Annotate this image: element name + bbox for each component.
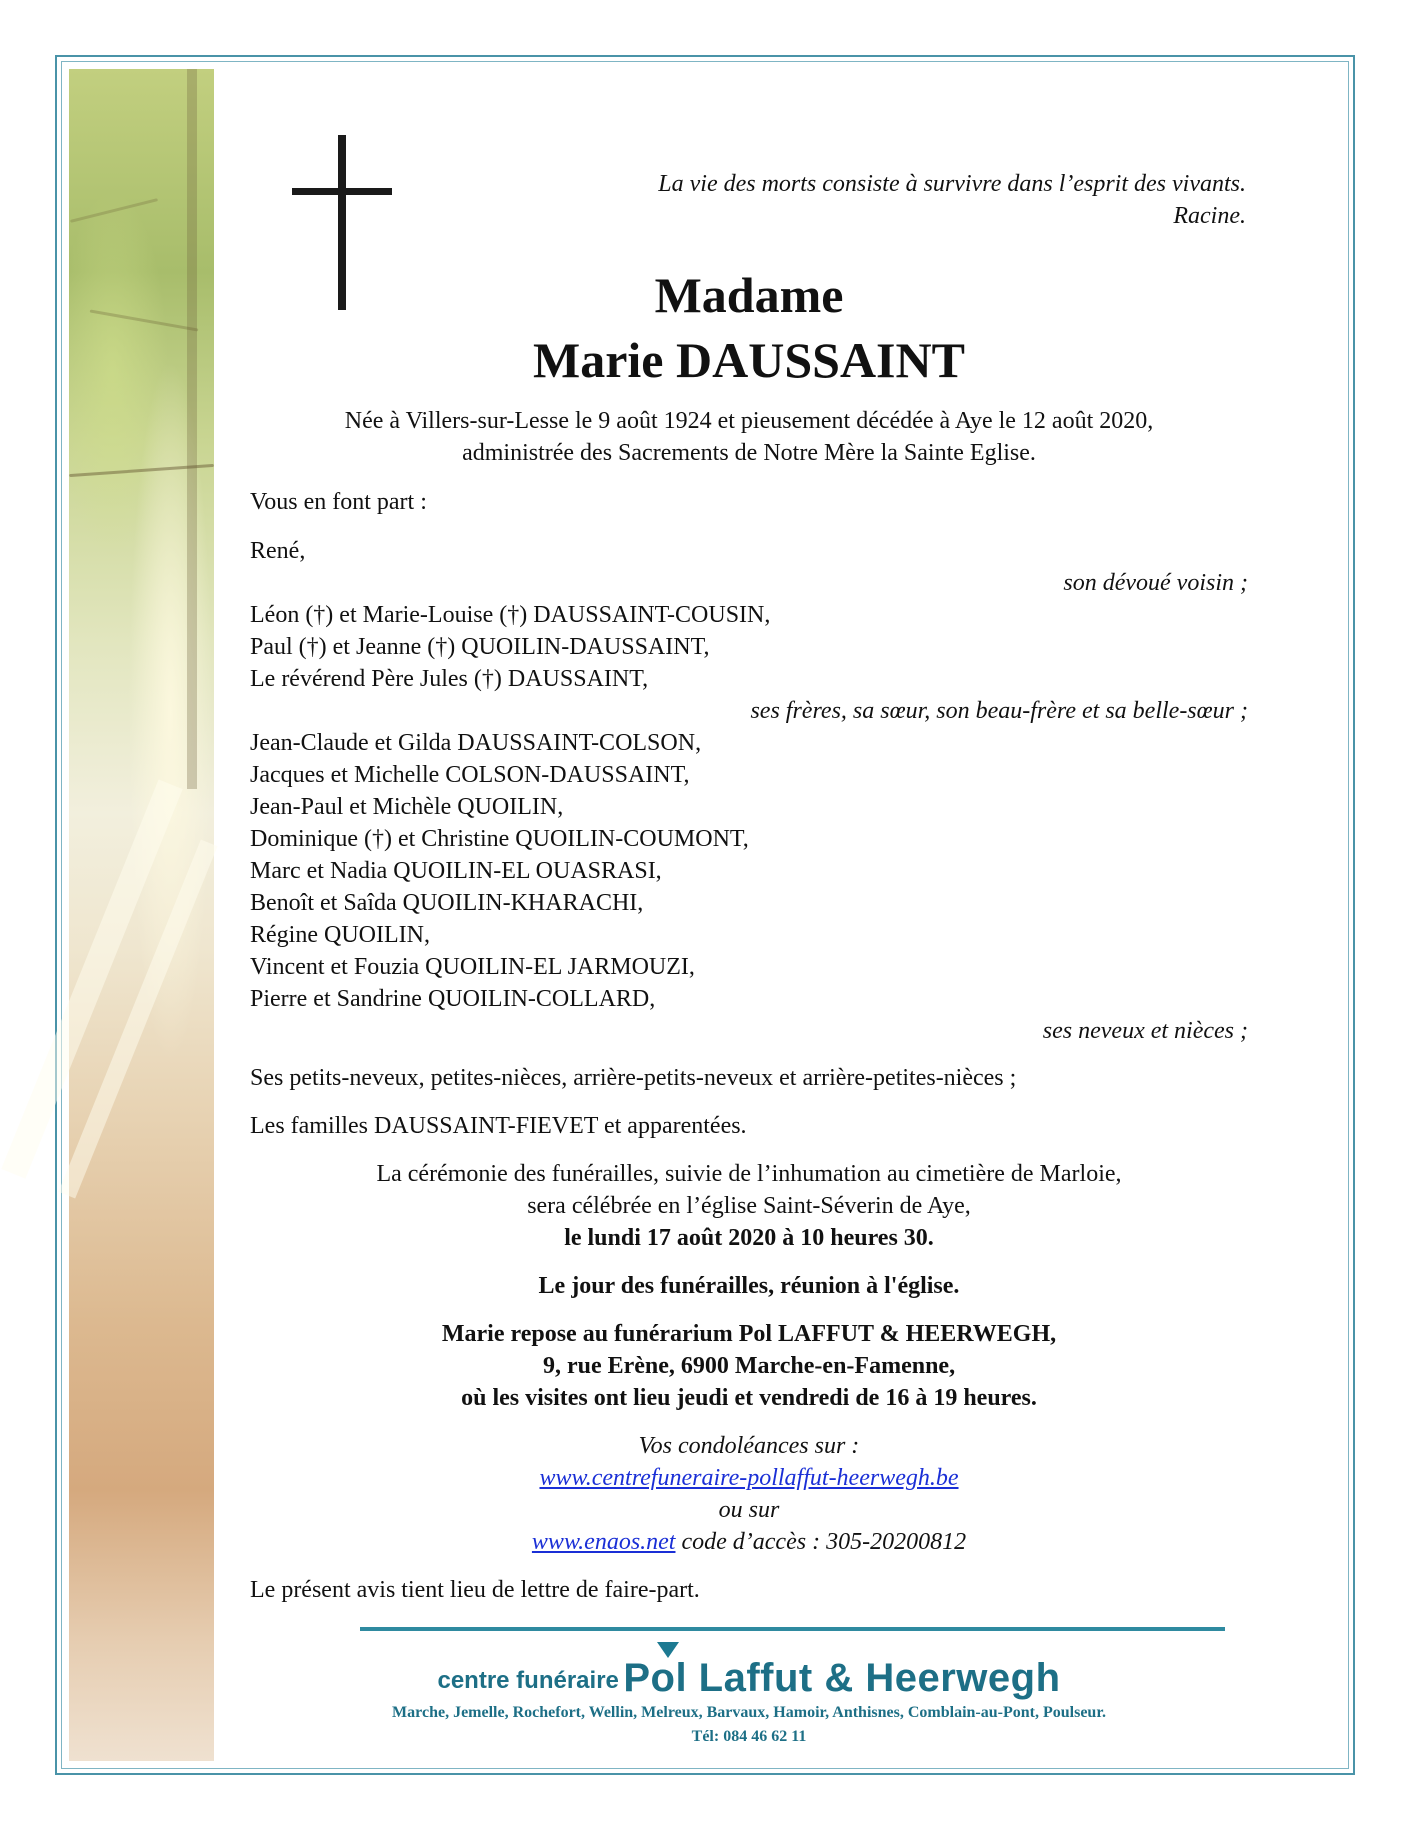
list-item: Vincent et Fouzia QUOILIN-EL JARMOUZI,	[250, 954, 695, 980]
footer-divider	[360, 1627, 1225, 1631]
logo-small-text: centre funéraire	[437, 1667, 619, 1694]
branch-shape	[70, 198, 158, 223]
list-item: Jean-Claude et Gilda DAUSSAINT-COLSON,	[250, 730, 702, 756]
access-code: code d’accès : 305-20200812	[675, 1529, 967, 1555]
neighbor-role: son dévoué voisin ;	[1063, 570, 1248, 596]
families-text: Les familles DAUSSAINT-FIEVET et apparentées.	[250, 1113, 747, 1139]
forest-path-photo	[69, 69, 214, 1761]
condolences-link2-row	[254, 1526, 1244, 1558]
repose-address: 9, rue Erène, 6900 Marche-en-Famenne,	[542, 1353, 956, 1379]
epigraph-quote: La vie des morts consiste à survivre dans l’esprit des vivants.	[658, 171, 1246, 197]
ceremony-line1: La cérémonie des funérailles, suivie de l’inhumation au cimetière de Marloie,	[376, 1161, 1122, 1187]
list-item: Régine QUOILIN,	[250, 922, 430, 948]
tree-trunk-shape	[187, 69, 197, 789]
meeting-text: Le jour des funérailles, réunion à l'église.	[538, 1273, 960, 1299]
footer-locations: Marche, Jemelle, Rochefort, Wellin, Melreux, Barvaux, Hamoir, Anthisnes, Comblain-au-Pont, Poulseur.	[392, 1704, 1106, 1721]
intro-sacraments: administrée des Sacrements de Notre Mère la Sainte Eglise.	[462, 440, 1036, 466]
deceased-name: Marie DAUSSAINT	[533, 332, 965, 388]
list-item: Pierre et Sandrine QUOILIN-COLLARD,	[250, 986, 656, 1012]
nephews-list	[250, 727, 749, 1015]
announce-text: Vous en font part :	[250, 489, 427, 515]
condolences-link-enaos[interactable]: www.enaos.net	[531, 1529, 676, 1555]
siblings-list	[250, 599, 770, 695]
closing-text: Le présent avis tient lieu de lettre de faire-part.	[250, 1577, 700, 1603]
list-item: Léon (†) et Marie-Louise (†) DAUSSAINT-COUSIN,	[250, 602, 771, 628]
list-item: Jacques et Michelle COLSON-DAUSSAINT,	[250, 762, 690, 788]
epigraph-author: Racine.	[1173, 203, 1246, 229]
repose-visits: où les visites ont lieu jeudi et vendredi de 16 à 19 heures.	[461, 1385, 1037, 1411]
funeral-home-logo	[254, 1656, 1244, 1701]
list-item: Dominique (†) et Christine QUOILIN-COUMONT,	[250, 826, 749, 852]
list-item: Marc et Nadia QUOILIN-EL OUASRASI,	[250, 858, 662, 884]
epigraph	[658, 168, 1246, 232]
repose-line1: Marie repose au funérarium Pol LAFFUT & HEERWEGH,	[441, 1321, 1057, 1347]
condolences-link-funeral-center[interactable]: www.centrefuneraire-pollaffut-heerwegh.be	[539, 1465, 959, 1491]
list-item: Jean-Paul et Michèle QUOILIN,	[250, 794, 564, 820]
list-item: Paul (†) et Jeanne (†) QUOILIN-DAUSSAINT,	[250, 634, 710, 660]
intro-birth-death: Née à Villers-sur-Lesse le 9 août 1924 et pieusement décédée à Aye le 12 août 2020,	[344, 408, 1154, 434]
deceased-title: Madame	[654, 267, 844, 323]
ceremony-line2: sera célébrée en l’église Saint-Séverin de Aye,	[527, 1193, 971, 1219]
branch-shape	[90, 309, 199, 331]
grand-nephews-text: Ses petits-neveux, petites-nièces, arrière-petits-neveux et arrière-petites-nièces ;	[250, 1065, 1017, 1091]
condolences-or: ou sur	[718, 1497, 780, 1523]
footer-phone: Tél: 084 46 62 11	[691, 1728, 807, 1745]
list-item: Le révérend Père Jules (†) DAUSSAINT,	[250, 666, 649, 692]
neighbor-name: René,	[250, 538, 306, 564]
list-item: Benoît et Saîda QUOILIN-KHARACHI,	[250, 890, 644, 916]
condolences-link1-row	[254, 1462, 1244, 1494]
logo-big-text: Pol Laffut & Heerwegh	[623, 1656, 1061, 1700]
ceremony-date: le lundi 17 août 2020 à 10 heures 30.	[564, 1225, 934, 1251]
condolences-intro: Vos condoléances sur :	[638, 1433, 860, 1459]
siblings-role: ses frères, sa sœur, son beau-frère et sa belle-sœur ;	[750, 698, 1248, 724]
nephews-role: ses neveux et nièces ;	[1042, 1018, 1248, 1044]
